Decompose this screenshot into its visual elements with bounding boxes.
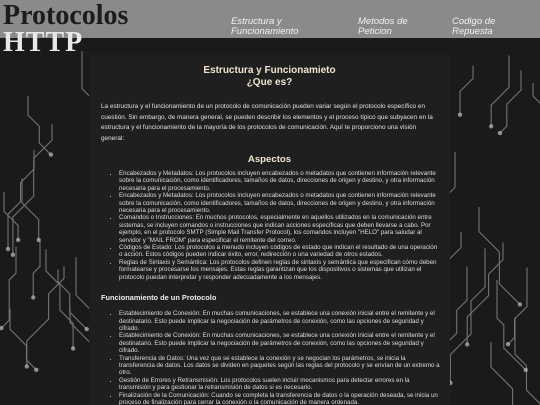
list-item: • Códigos de Estado: Los protocolos a menudo incluyen códigos de estado que indican el resultado de una operación o acción. Estos códigos pueden indicar éxito, error, redirección o una variedad de otros estados. xyxy=(119,244,440,259)
list-item: • Establecimiento de Conexión: En muchas comunicaciones, se establece una conexión inicial entre el remitente y el destinatario. Esto puede implicar la negociación de parámetros de conexión, como las opciones de seguridad y cifrado. xyxy=(119,332,440,354)
nav-label-line: Codigo de xyxy=(452,16,496,27)
nav-item-metodos[interactable] xyxy=(358,17,408,37)
nav-item-estructura[interactable] xyxy=(231,17,299,37)
page-title xyxy=(89,65,450,89)
list-item: • Finalización de la Comunicación: Cuando se completa la transferencia de datos o la operación deseada, se inicia un proceso de finalización para cerrar la conexión o la comunicación de manera ordenada. xyxy=(119,392,440,405)
functioning-list xyxy=(89,310,450,405)
list-item: • Reglas de Sintaxis y Semántica: Los protocolos definen reglas de sintaxis y semántica que especifican cómo deben formatearse y procesarse los mensajes. Estas reglas garantizan que los dispositivos o sistemas que utilizan el protocolo puedan interpretar y responder adecuadamente a los mensajes. xyxy=(119,259,440,281)
site-logo[interactable] xyxy=(3,2,128,56)
content-panel xyxy=(89,55,450,405)
functioning-heading: Funcionamiento de un Protocolo xyxy=(101,293,217,303)
list-item: • Transferencia de Datos: Una vez que se establece la conexión y se negocian los parámetros, se inicia la transferencia de datos. Los datos se dividen en paquetes según las reglas del protocolo y se envían de un extremo a otro. xyxy=(119,355,440,377)
logo-line-1: Protocolos xyxy=(3,0,129,31)
aspects-heading: Aspectos xyxy=(247,154,292,165)
list-item: • Establecimiento de Conexión: En muchas comunicaciones, se establece una conexión inicial entre el remitente y el destinatario. Esto puede implicar la negociación de parámetros de conexión, como las opciones de seguridad y cifrado. xyxy=(119,310,440,332)
logo-line-2: HTTP xyxy=(3,27,84,58)
nav-label-line: Metodos de xyxy=(358,16,408,27)
list-item: • Encabezados y Metadatos: Los protocolos incluyen encabezados o metadatos que contienen información relevante sobre la comunicación, como identificadores, tamaños de datos, direcciones de origen y destino, y otra información necesaria para el procesamiento. xyxy=(119,192,440,214)
nav-label-line: Estructura y xyxy=(231,16,282,27)
nav-item-codigo[interactable] xyxy=(452,17,495,37)
list-item: • Gestión de Errores y Retransmisión: Los protocolos suelen incluir mecanismos para detectar errores en la transmisión y para gestionar la retransmisión de datos si es necesario. xyxy=(119,377,440,392)
aspects-list xyxy=(89,170,450,281)
nav-label-line: Repuesta xyxy=(452,26,493,37)
page-title-line-1: Estructura y Funcionamieto xyxy=(203,65,336,76)
nav-label-line: Peticion xyxy=(358,26,392,37)
intro-paragraph: La estructura y el funcionamiento de un protocolo de comunicación pueden variar según el protocolo específico en cuestión. Sin embargo, de manera general, se pueden describir los elementos y el proceso típico que subyacen en la estructura y el funcionamiento de la mayoría de los protocolos de comunicación. Aquí te proporciono una visión general: xyxy=(101,103,433,142)
page-title-line-2: ¿Que es? xyxy=(246,77,293,88)
list-item: • Encabezados y Metadatos: Los protocolos incluyen encabezados o metadatos que contienen información relevante sobre la comunicación, como identificadores, tamaños de datos, direcciones de origen y destino, y otra información necesaria para el procesamiento. xyxy=(119,170,440,192)
list-item: • Comandos o Instrucciones: En muchos protocolos, especialmente en aquellos utilizados en la comunicación entre sistemas, se incluyen comandos o instrucciones que indican acciones específicas que deben llevarse a cabo. Por ejemplo, en el protocolo SMTP (Simple Mail Transfer Protocol), los comandos incluyen "HELO" para saludar al servidor y "MAIL FROM" para especificar el remitente del correo. xyxy=(119,214,440,244)
nav-label-line: Funcionamiento xyxy=(231,26,299,37)
